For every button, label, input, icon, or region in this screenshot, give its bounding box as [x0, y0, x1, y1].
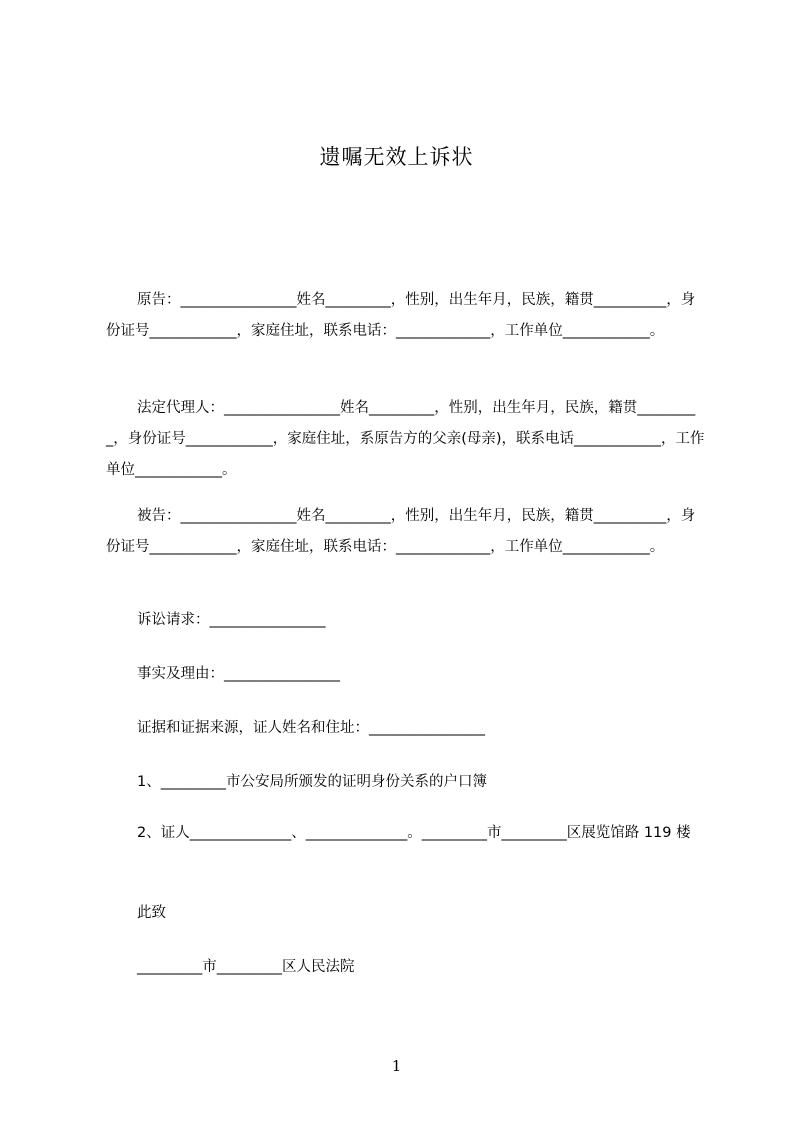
claims-line: 诉讼请求：________________: [137, 612, 326, 628]
evidence-item-1: 1、_________市公安局所颁发的证明身份关系的户口簿: [137, 774, 487, 790]
page-number: 1: [391, 1057, 402, 1075]
defendant-paragraph: 被告：________________姓名_________，性别，出生年月，民族，籍贯__________，身份证号____________，家庭住址，联系电话：_____________，工作单位____________。: [106, 508, 696, 555]
salutation: 此致: [137, 905, 166, 921]
facts-line: 事实及理由：________________: [137, 666, 340, 682]
court-line: _________市_________区人民法院: [137, 959, 355, 975]
evidence-item-2: 2、证人______________、______________。_________市_________区展览馆路 119 楼: [137, 825, 691, 841]
document-title: 遗嘱无效上诉状: [319, 145, 474, 169]
legal-agent-paragraph: 法定代理人：________________姓名_________，性别，出生年月，民族，籍贯_________，身份证号____________，家庭住址，系原告方的父亲(母亲)，联系电话____________，工作单位____________。: [106, 400, 705, 478]
evidence-line: 证据和证据来源，证人姓名和住址：________________: [137, 720, 485, 736]
plaintiff-paragraph: 原告：________________姓名_________，性别，出生年月，民族，籍贯__________，身份证号____________，家庭住址，联系电话：_____________，工作单位____________。: [106, 292, 696, 339]
